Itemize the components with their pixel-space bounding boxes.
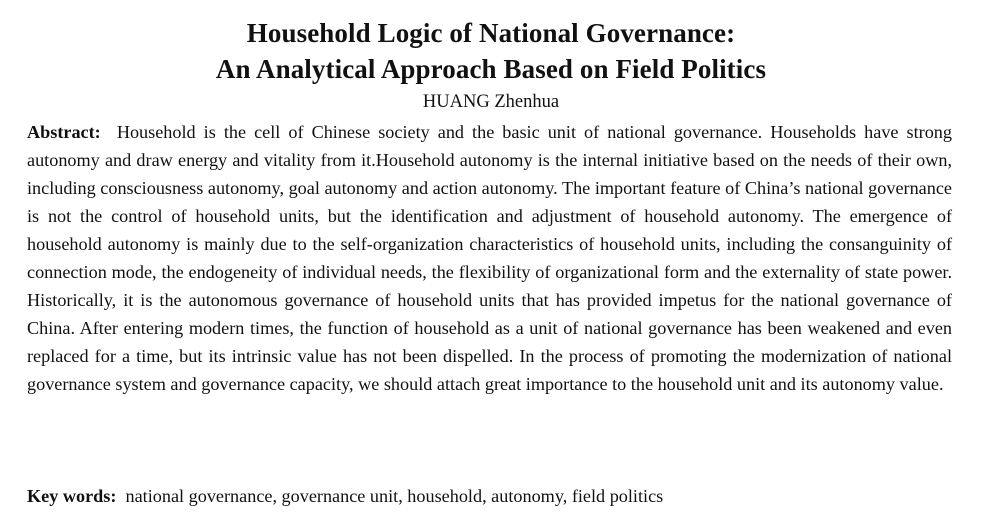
paper-title-line-2: An Analytical Approach Based on Field Politics [215, 54, 767, 84]
author-name: HUANG Zhenhua [422, 92, 560, 112]
paper-title-line-1: Household Logic of National Governance: [246, 18, 736, 48]
keywords-paragraph [27, 482, 952, 510]
abstract-label: Abstract: [27, 122, 101, 142]
abstract-text: Household is the cell of Chinese society and the basic unit of national governance. Households have strong autonomy and draw energy and vitality from it.Household autonomy is the internal initiative based on the needs of their own, including consciousness autonomy, goal autonomy and action autonomy. The important feature of China’s national governance is not the control of household units, but the identification and adjustment of household autonomy. The emergence of household autonomy is mainly due to the self-organization characteristics of household units, including the consanguinity of connection mode, the endogeneity of individual needs, the flexibility of organizational form and the externality of state power. Historically, it is the autonomous governance of household units that has provided impetus for the national governance of China. After entering modern times, the function of household as a unit of national governance has been weakened and even replaced for a time, but its intrinsic value has not been dispelled. In the process of promoting the modernization of national governance system and governance capacity, we should attach great importance to the household unit and its autonomy value. [27, 122, 952, 394]
abstract-paragraph [27, 118, 952, 398]
keywords-text: national governance, governance unit, household, autonomy, field politics [125, 486, 664, 506]
keywords-label: Key words: [27, 486, 117, 506]
